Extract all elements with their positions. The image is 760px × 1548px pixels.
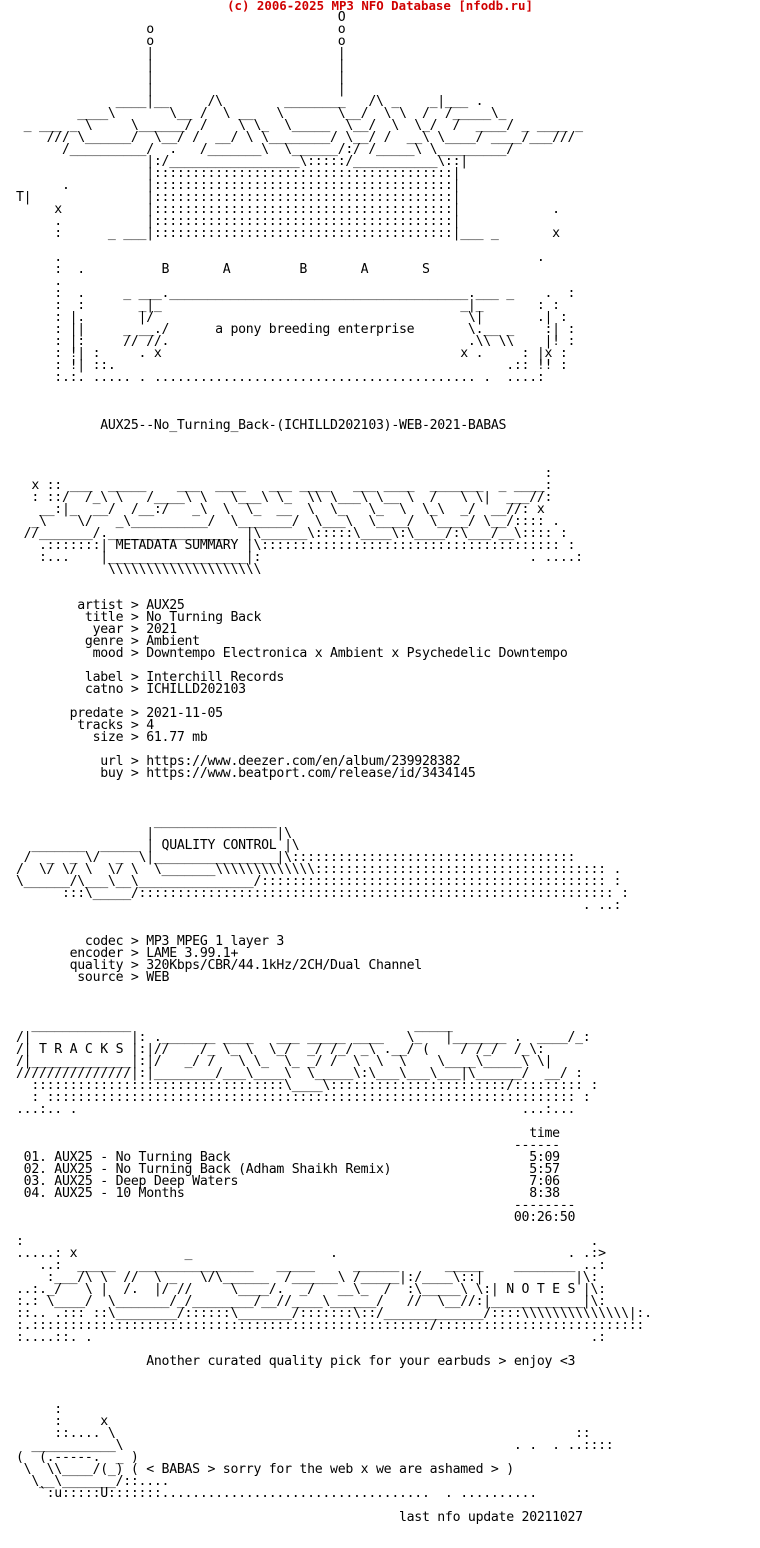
nfo-line: x |:::::::::::::::::::::::::::::::::::::::| . xyxy=(16,202,560,217)
nfo-line: /| T R A C K S |:|// /_ \_ \ \_/ _/ /_/ _\ .__/ ( / /_/ /_\: xyxy=(16,1042,545,1057)
nfo-line: : : _|_ _|_ : : xyxy=(16,298,560,313)
nfo-line: __:|_ __/ /__:/ _\ \ \_ __ \ \_ \_ \ \_\ _/ __//: x xyxy=(16,502,545,517)
nfo-line: 00:26:50 xyxy=(16,1210,576,1225)
nfo-line: year > 2021 xyxy=(16,622,177,637)
nfo-line: : ::::::::::::::::::::::::::::::::::::::::::::::::::::::::::::::::::::: : xyxy=(16,1090,591,1105)
nfo-line: . |:::::::::::::::::::::::::::::::::::::::| xyxy=(16,178,461,193)
nfo-line: /| |: ._______ ____ ___ _____ ____ \_ |_______ . ____/_: xyxy=(16,1030,591,1045)
nfo-line: . ..: xyxy=(16,898,622,913)
nfo-line: .....: x _ . . .:> xyxy=(16,1246,606,1261)
nfo-line: : . _ ___._______________________________________.___ _ . : xyxy=(16,286,576,301)
nfo-line: `:u:::::U:::::::................................... . .......... xyxy=(16,1486,537,1501)
nfo-line: \\\\\\\\\\\\\\\\\\\\ xyxy=(16,562,262,577)
nfo-line: ///////////////|:|________/___\____\ \_____\:\___\___\___|\______/ __/ : xyxy=(16,1066,583,1081)
nfo-line: _\ \/ _\__________/ \_______/ \___\ \____/ \____/ \__/:::: . xyxy=(16,514,560,529)
nfo-line: :....::. . .: xyxy=(16,1330,606,1345)
nfo-line: : xyxy=(16,466,553,481)
nfo-line: /__________/ . /_______\ \______/:/ /_____\ \_________/ xyxy=(16,142,514,157)
nfo-line: : !| : . x x . : |x : xyxy=(16,346,568,361)
nfo-line: / \/ \/ \ \/ \ \_______\\\\\\\\\\\\\:::::::::::::::::::::::::::::::::::::: . xyxy=(16,862,622,877)
nfo-line: o o xyxy=(16,22,346,37)
nfo-line: AUX25--No_Turning_Back-(ICHILLD202103)-WEB-2021-BABAS xyxy=(16,418,507,433)
nfo-line: size > 61.77 mb xyxy=(16,730,208,745)
nfo-line: T| |:::::::::::::::::::::::::::::::::::::::| xyxy=(16,190,461,205)
nfo-line: |:/_________________\:::::/___________\::| xyxy=(16,154,468,169)
nfo-line: : ::/ /_\ \ /____\ \ \___\ \_ \\ \___\ \__ \ / \ \| ___//: xyxy=(16,490,553,505)
nfo-database-credit: (c) 2006-2025 MP3 NFO Database [nfodb.ru] xyxy=(227,0,533,13)
nfo-line: x :: ___ _____ ___ ____ ___ ____ ___ ____ _______ _ ____: xyxy=(16,478,553,493)
nfo-line: ::.. .::: ::\________/::::::\_______/:::::::\::/_____________/::::\\\\\\\\\\\\\\|:. xyxy=(16,1306,652,1321)
nfo-line: time xyxy=(16,1126,560,1141)
nfo-line: ::.... \ :: xyxy=(16,1426,591,1441)
nfo-line: :... |__________________|: . ....: xyxy=(16,550,583,565)
nfo-line: ____\ \__ / \ __ \ \__/ \ \ / /_____\_ xyxy=(16,106,507,121)
nfo-line: predate > 2021-11-05 xyxy=(16,706,223,721)
nfo-line: : |: // //. .\\ \\ |! : xyxy=(16,334,576,349)
nfo-line: | | xyxy=(16,58,346,73)
nfo-line: | | xyxy=(16,46,346,61)
nfo-line: tracks > 4 xyxy=(16,718,154,733)
nfo-line: o o xyxy=(16,34,346,49)
nfo-line: last nfo update 20211027 xyxy=(16,1510,583,1525)
nfo-line: buy > https://www.beatport.com/release/id/3434145 xyxy=(16,766,476,781)
nfo-line: label > Interchill Records xyxy=(16,670,285,685)
nfo-line: //_______/.________________ |\______\:::::\____\:\____/:\___/__\:::: : xyxy=(16,526,568,541)
nfo-line: source > WEB xyxy=(16,970,170,985)
nfo-line: : . B A B A S xyxy=(16,262,430,277)
nfo-line: /// \______/ \__/ / __/ \ \________/ \__/ / __\ \____/ ____/___/// xyxy=(16,130,576,145)
nfo-line: :::::::::::::::::::::::::::::::::\____\:::::::::::::::::::::::/::::::::: : xyxy=(16,1078,599,1093)
nfo-line: :::\_____/:::::::::::::::::::::::::::::::::::::::::::::::::::::::::::::: : xyxy=(16,886,629,901)
nfo-line: 02. AUX25 - No Turning Back (Adham Shaikh Remix) 5:57 xyxy=(16,1162,560,1177)
nfo-line: : !| ::. .:: !! : xyxy=(16,358,568,373)
nfo-line: artist > AUX25 xyxy=(16,598,185,613)
nfo-ascii-body xyxy=(16,12,652,1524)
nfo-line: : _ ___|:::::::::::::::::::::::::::::::::::::::|___ _ x xyxy=(16,226,560,241)
nfo-line: ________________ xyxy=(16,814,277,829)
nfo-line: \__\_______/::.... xyxy=(16,1474,170,1489)
nfo-line: ..:._/ \ | /. |/ // \____/. _/ __\_ / :\_____\ \:| N O T E S |\: xyxy=(16,1282,606,1297)
nfo-line: mood > Downtempo Electronica x Ambient x Psychedelic Downtempo xyxy=(16,646,568,661)
nfo-line: / _ _ \/ _ \|________________|\::::::::::::::::::::::::::::::::::::: xyxy=(16,850,576,865)
nfo-line: | | xyxy=(16,82,346,97)
nfo-line: \______/\___\__\_______________/::::::::::::::::::::::::::::::::::::::::::::: : xyxy=(16,874,622,889)
nfo-line: . |:::::::::::::::::::::::::::::::::::::::| xyxy=(16,214,461,229)
nfo-line: : |. |/ \| .| : xyxy=(16,310,568,325)
nfo-line: title > No Turning Back xyxy=(16,610,262,625)
nfo-line: |:::::::::::::::::::::::::::::::::::::::| xyxy=(16,166,461,181)
nfo-line: /|_____________|:|/ _/ / \ \_ \_ _/ / \ \ \ \____\_____\ \| xyxy=(16,1054,553,1069)
nfo-line: 01. AUX25 - No Turning Back 5:09 xyxy=(16,1150,560,1165)
nfo-line: url > https://www.deezer.com/en/album/239928382 xyxy=(16,754,461,769)
nfo-line: : . xyxy=(16,1234,599,1249)
nfo-line: ..: _____ _______________ _____ ______ _____ ________ ..: xyxy=(16,1258,606,1273)
nfo-line: genre > Ambient xyxy=(16,634,200,649)
nfo-line: : || _ __./ a pony breeding enterprise \.__ _ :| : xyxy=(16,322,576,337)
nfo-line: :.: \____/ \_______/_/________/__//____\______/ // \__//:|____________|\: xyxy=(16,1294,606,1309)
nfo-line: ...:.. . ...:... xyxy=(16,1102,576,1117)
nfo-line: Another curated quality pick for your earbuds > enjoy <3 xyxy=(16,1354,576,1369)
nfo-line: | | xyxy=(16,70,346,85)
nfo-line: . . xyxy=(16,250,545,265)
nfo-line: _______ _____ | QUALITY CONTROL |\ xyxy=(16,838,300,853)
nfo-line: 04. AUX25 - 10 Months 8:38 xyxy=(16,1186,560,1201)
nfo-line: ( (.-----. _ ) xyxy=(16,1450,139,1465)
nfo-line: 03. AUX25 - Deep Deep Waters 7:06 xyxy=(16,1174,560,1189)
nfo-line: ____|__ /\ ________ /\ _ _|___ . xyxy=(16,94,484,109)
nfo-line: : x xyxy=(16,1414,108,1429)
nfo-line: -------- xyxy=(16,1198,576,1213)
nfo-line: :___/\ \ // \ _ \/\______ /______\ /_____|:/____\::| |\: xyxy=(16,1270,599,1285)
nfo-line: _____________ _____ xyxy=(16,1018,468,1033)
nfo-line: catno > ICHILLD202103 xyxy=(16,682,246,697)
nfo-line: quality > 320Kbps/CBR/44.1kHz/2CH/Dual Channel xyxy=(16,958,422,973)
nfo-line: | |\ xyxy=(16,826,292,841)
nfo-line: _ ___ _ \ \______/ / \ \_ \_____ \__/ \ \_/ / ____/ _ ____ _ xyxy=(16,118,583,133)
nfo-line: encoder > LAME 3.99.1+ xyxy=(16,946,239,961)
nfo-line: : xyxy=(16,1402,62,1417)
nfo-line: ___________\ . . . ..:::: xyxy=(16,1438,614,1453)
nfo-line: codec > MP3 MPEG 1 layer 3 xyxy=(16,934,285,949)
nfo-line: .:::::::| METADATA SUMMARY |\::::::::::::::::::::::::::::::::::::::: : xyxy=(16,538,576,553)
nfo-line: O xyxy=(16,10,346,25)
nfo-line: . xyxy=(16,274,62,289)
nfo-line: :.:. ..... . .......................................... . ....: xyxy=(16,370,545,385)
nfo-line: ------ xyxy=(16,1138,560,1153)
nfo-line: :.::::::::::::::::::::::::::::::::::::::::::::::::::::/::::::::::::::::::::::::::: xyxy=(16,1318,645,1333)
nfo-line: \ \\____/(_) ( < BABAS > sorry for the web x we are ashamed > ) xyxy=(16,1462,514,1477)
